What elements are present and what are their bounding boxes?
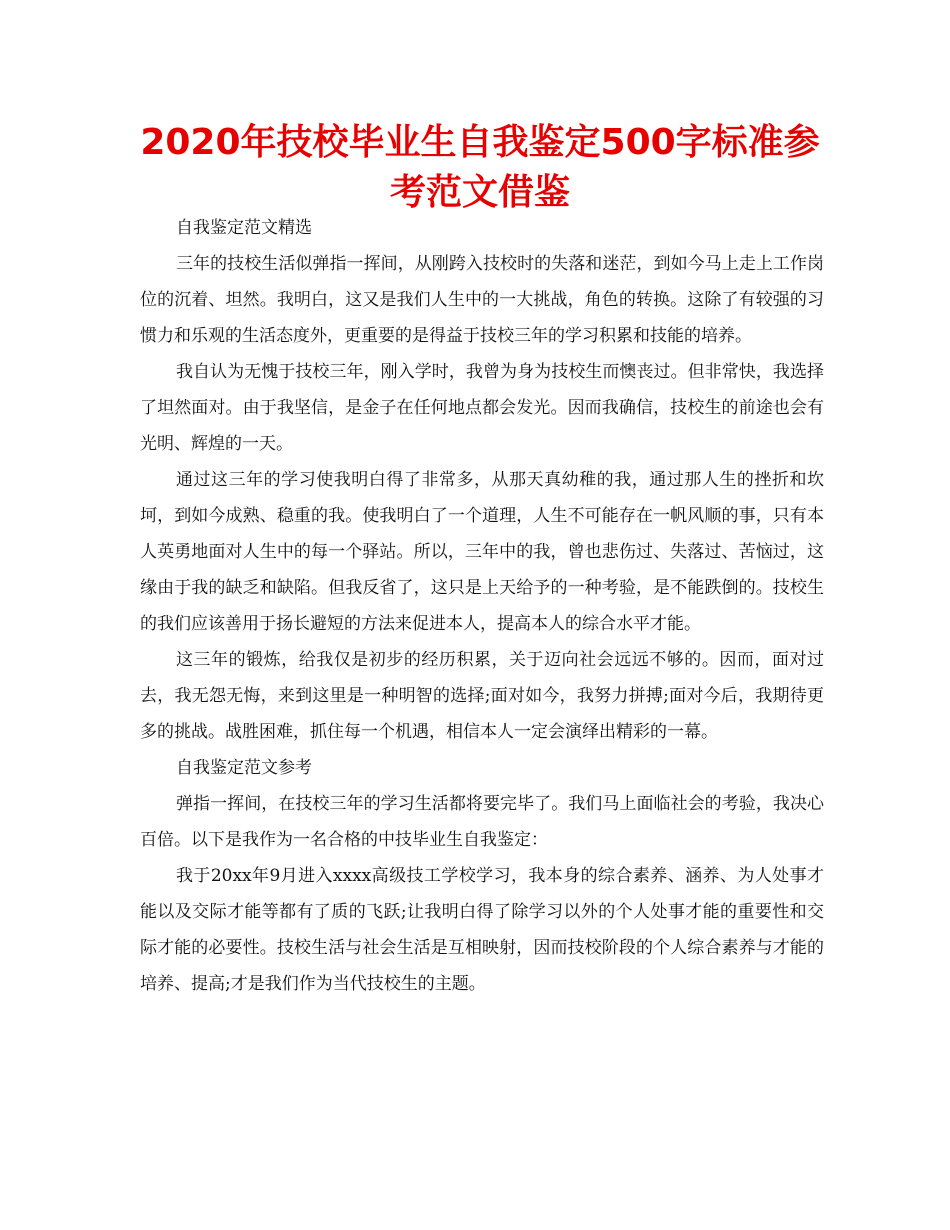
document-title: 2020年技校毕业生自我鉴定500字标准参考范文借鉴 (140, 122, 820, 213)
body-paragraph-6: 我于20xx年9月进入xxxx高级技工学校学习，我本身的综合素养、涵养、为人处事才能以及交际才能等都有了质的飞跃;让我明白得了除学习以外的个人处事才能的重要性和交际才能的必要性。技校生活与社会生活是互相映射，因而技校阶段的个人综合素养与才能的培养、提高;才是我们作为当代技校生的主题。 (140, 866, 824, 994)
body-paragraph-4: 这三年的锻炼，给我仅是初步的经历积累，关于迈向社会远远不够的。因而，面对过去，我无怨无悔，来到这里是一种明智的选择;面对如今，我努力拼搏;面对今后，我期待更多的挑战。战胜困难，抓住每一个机遇，相信本人一定会演绎出精彩的一幕。 (140, 650, 824, 742)
body-paragraph-2: 我自认为无愧于技校三年，刚入学时，我曾为身为技校生而懊丧过。但非常快，我选择了坦然面对。由于我坚信，是金子在任何地点都会发光。因而我确信，技校生的前途也会有光明、辉煌的一天。 (140, 362, 824, 454)
section-heading-2: 自我鉴定范文参考 (176, 758, 312, 778)
document-body (140, 210, 824, 1002)
body-paragraph-1: 三年的技校生活似弹指一挥间，从刚跨入技校时的失落和迷茫，到如今马上走上工作岗位的沉着、坦然。我明白，这又是我们人生中的一大挑战，角色的转换。这除了有较强的习惯力和乐观的生活态度外，更重要的是得益于技校三年的学习积累和技能的培养。 (140, 254, 824, 346)
body-paragraph-3: 通过这三年的学习使我明白得了非常多，从那天真幼稚的我，通过那人生的挫折和坎坷，到如今成熟、稳重的我。使我明白了一个道理，人生不可能存在一帆风顺的事，只有本人英勇地面对人生中的每一个驿站。所以，三年中的我，曾也悲伤过、失落过、苦恼过，这缘由于我的缺乏和缺陷。但我反省了，这只是上天给予的一种考验，是不能跌倒的。技校生的我们应该善用于扬长避短的方法来促进本人，提高本人的综合水平才能。 (140, 470, 824, 634)
body-paragraph-5: 弹指一挥间，在技校三年的学习生活都将要完毕了。我们马上面临社会的考验，我决心百倍。以下是我作为一名合格的中技毕业生自我鉴定： (140, 794, 824, 850)
section-heading-1: 自我鉴定范文精选 (176, 218, 312, 238)
